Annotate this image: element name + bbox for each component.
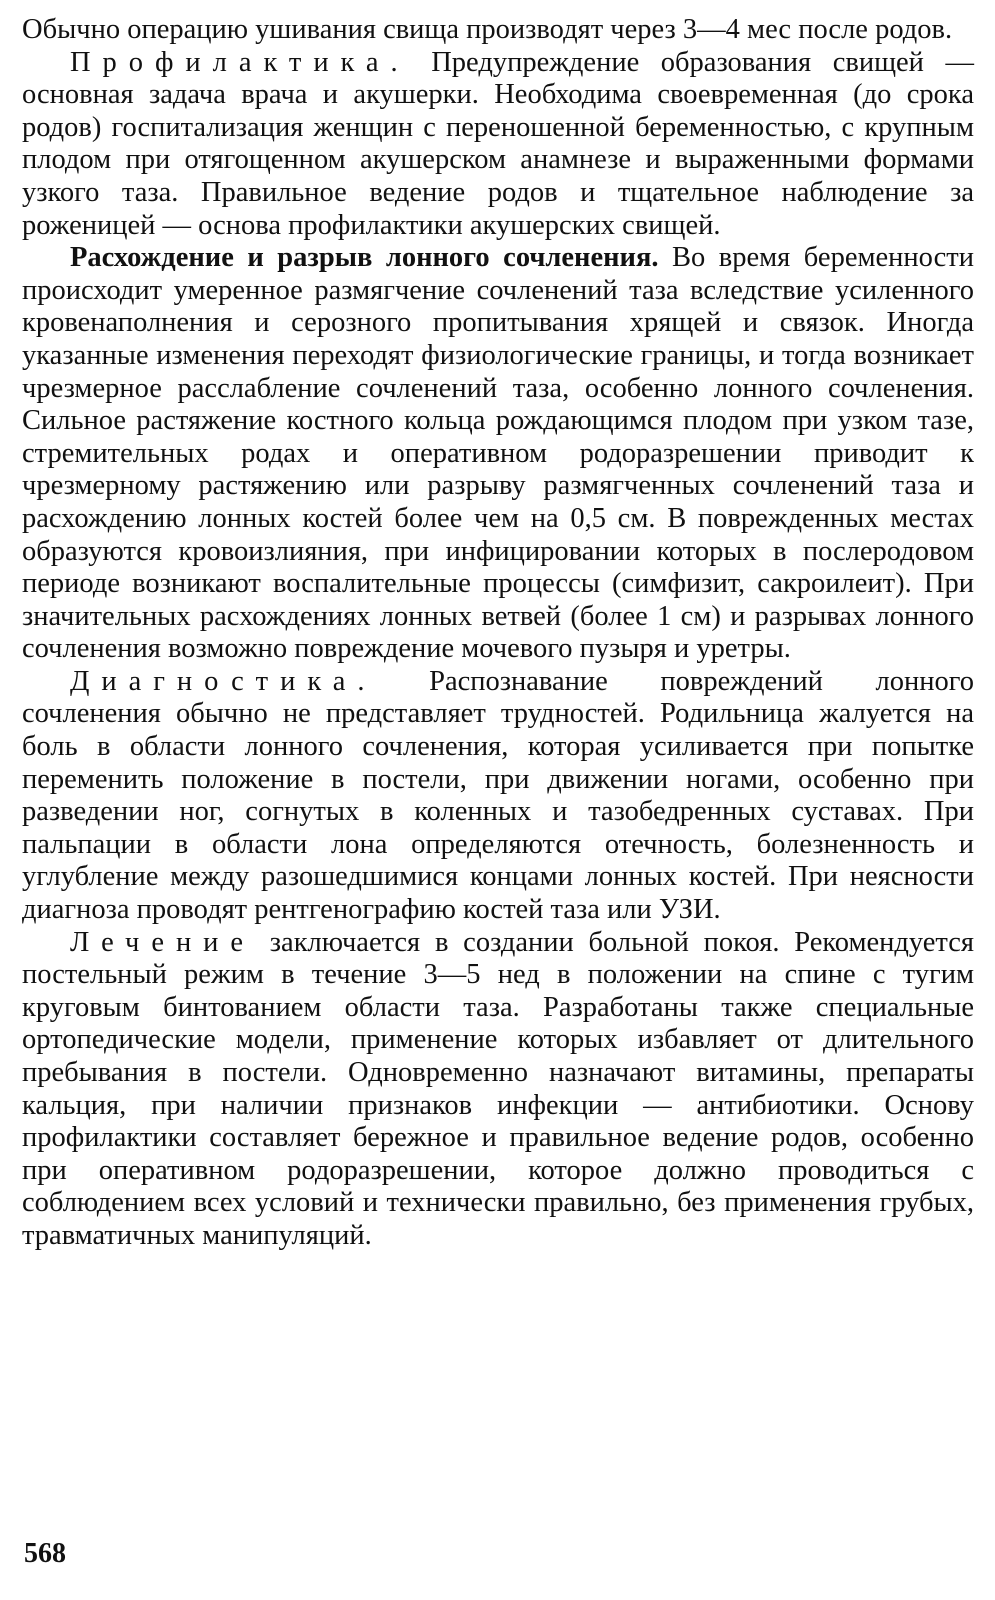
heading-prevention: Профилактика. <box>70 46 410 78</box>
page-number: 568 <box>24 1538 66 1569</box>
paragraph-fistula-surgery: Обычно операцию ушивания свища производят через 3—4 мес после родов. <box>22 14 953 45</box>
heading-diagnostics: Диагностика. <box>70 665 377 697</box>
paragraph-prevention <box>22 47 974 243</box>
paragraph-treatment-text: заключается в создании больной покоя. Рекомендуется постельный режим в течение 3—5 нед в положении на спине с тугим круговым бинтованием области таза. Разработаны также специальные ортопедические модели, применение которых избавляет от длительного пребывания в постели. Одновременно назначают витамины, препараты кальция, при наличии признаков инфекции — антибиотики. Основу профилактики составляет бережное и правильное ведение родов, особенно при оперативном родоразрешении, которое должно проводиться с соблюдением всех условий и технически правильно, без применения грубых, травматичных манипуляций. <box>22 926 974 1251</box>
paragraph-treatment <box>22 927 974 1253</box>
heading-symphysis-rupture: Расхождение и разрыв лонного сочленения. <box>70 242 659 274</box>
paragraph-diagnostics-text: Распознавание повреждений лонного сочленения обычно не представляет трудностей. Родильница жалуется на боль в области лонного сочленения, которая усиливается при попытке переменить положение в постели, при движении ногами, особенно при разведении ног, согнутых в коленных и тазобедренных суставах. При пальпации в области лона определяются отечность, болезненность и углубление между разошедшимися концами лонных костей. При неясности диагноза проводят рентгенографию костей таза или УЗИ. <box>22 665 974 926</box>
paragraph-symphysis-rupture <box>22 242 974 666</box>
paragraph-diagnostics <box>22 666 974 927</box>
heading-treatment: Лечение <box>70 926 256 958</box>
paragraph-prevention-text: Предупреждение образования свищей — основная задача врача и акушерки. Необходима своевременная (до срока родов) госпитализация женщин с переношенной беременностью, с крупным плодом при отягощенном акушерском анамнезе и выраженными формами узкого таза. Правильное ведение родов и тщательное наблюдение за роженицей — основа профилактики акушерских свищей. <box>22 46 974 241</box>
page-body <box>22 14 974 1253</box>
paragraph-symphysis-rupture-text: Во время беременности происходит умеренное размягчение сочленений таза вследствие усиленного кровенаполнения и серозного пропитывания хрящей и связок. Иногда указанные изменения переходят физиологические границы, и тогда возникает чрезмерное расслабление сочленений таза, особенно лонного сочленения. Сильное растяжение костного кольца рождающимся плодом при узком тазе, стремительных родах и оперативном родоразрешении приводит к чрезмерному растяжению или разрыву размягченных сочленений таза и расхождению лонных костей более чем на 0,5 см. В поврежденных местах образуются кровоизлияния, при инфицировании которых в послеродовом периоде возникают воспалительные процессы (симфизит, сакроилеит). При значительных расхождениях лонных ветвей (более 1 см) и разрывах лонного сочленения возможно повреждение мочевого пузыря и уретры. <box>22 242 974 665</box>
